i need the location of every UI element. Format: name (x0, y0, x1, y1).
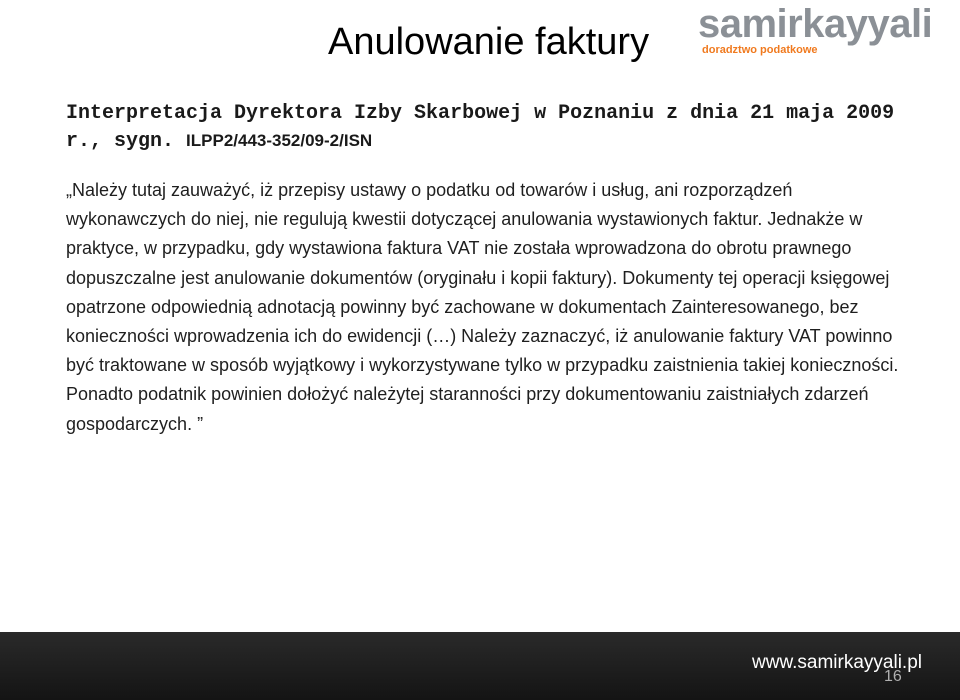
logo-part-samir: samir (698, 2, 803, 46)
page-number: 16 (884, 668, 902, 685)
heading-text: Interpretacja Dyrektora Izby Skarbowej w Poznaniu z dnia 21 maja 2009 r., sygn. (66, 102, 895, 153)
company-logo (698, 2, 960, 62)
logo-wordmark (698, 2, 932, 46)
logo-tagline: doradztwo podatkowe (702, 44, 818, 56)
logo-part-kayyali: kayyali (802, 2, 933, 46)
footer-url: www.samirkayyali.pl (752, 652, 922, 673)
quote-body: „Należy tutaj zauważyć, iż przepisy ustawy o podatku od towarów i usług, ani rozporządzeń wykonawczych do niej, nie regulują kwestii dotyczącej anulowania wystawionych faktur. Jednakże w praktyce, w przypadku, gdy wystawiona faktura VAT nie została wprowadzona do obrotu prawnego dopuszczalne jest anulowanie dokumentów (oryginału i kopii faktury). Dokumenty tej operacji księgowej opatrzone odpowiednią adnotacją powinny być zachowane w dokumentach Zainteresowanego, bez konieczności wprowadzenia ich do ewidencji (…) Należy zaznaczyć, iż anulowanie faktury VAT powinno być traktowane w sposób wyjątkowy i wykorzystywane tylko w przypadku zaistnienia takiej konieczności. Ponadto podatnik powinien dołożyć należytej staranności przy dokumentowaniu zaistniałych zdarzeń gospodarczych. ” (66, 180, 899, 434)
slide-title: Anulowanie faktury (328, 21, 650, 63)
interpretation-heading (66, 100, 896, 155)
footer-bar (0, 632, 960, 700)
heading-signature: ILPP2/443-352/09-2/ISN (186, 131, 373, 150)
